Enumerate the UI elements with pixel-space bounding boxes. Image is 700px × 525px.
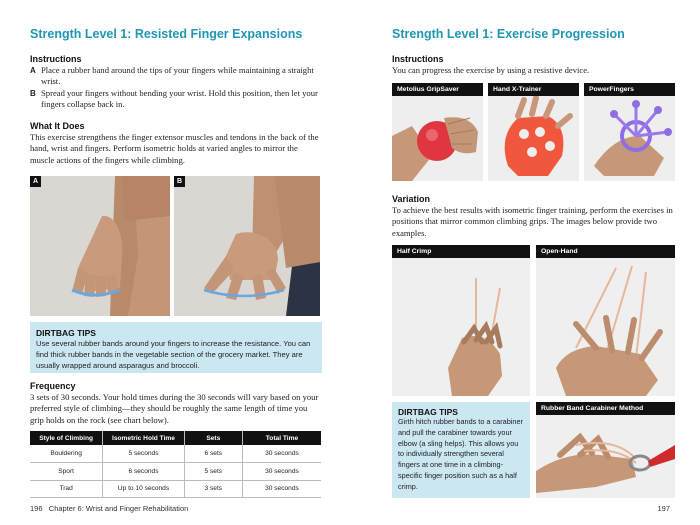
powerfingers-photo [584,96,675,181]
dirtbag-tips-heading: DIRTBAG TIPS [398,407,458,417]
powerfingers-image [584,96,675,181]
carabiner-image [536,415,675,498]
table-cell: Sport [30,463,103,481]
hand-x-trainer-photo [488,96,579,181]
dirtbag-tips-text: Girth hitch rubber bands to a carabiner and pull the carabiner towards your elbow (a sling helps). This allows you to individually strengthen several fingers at one time in a climbing-specific finger position such as a half crimp. [398,417,523,491]
table-header-row [30,431,321,445]
open-hand-photo [536,258,675,396]
right-page-title: Strength Level 1: Exercise Progression [392,27,625,41]
dirtbag-tips-box [30,322,322,373]
dirtbag-tips-box [392,402,530,498]
right-page-number: 197 [657,504,670,513]
dirtbag-tips-heading: DIRTBAG TIPS [36,328,96,338]
table-cell: Up to 10 seconds [103,480,184,498]
variation-heading: Variation [392,194,431,204]
grip-label-open-hand: Open-Hand [536,245,675,258]
left-page-title: Strength Level 1: Resisted Finger Expansions [30,27,303,41]
table-cell: Trad [30,480,103,498]
photo-a [30,176,170,316]
half-crimp-image [392,258,530,396]
chapter-title: Chapter 6: Wrist and Finger Rehabilitation [48,504,189,513]
hand-rubber-band-photo-b [174,176,320,316]
gripsaver-photo [392,96,483,181]
table-cell: Bouldering [30,445,103,463]
step-b: B Spread your fingers without bending your wrist. Hold this position, then let your fingers collapse back in. [30,87,318,110]
hand-rubber-band-photo-a [30,176,170,316]
table-cell: 6 seconds [103,463,184,481]
instructions-text: You can progress the exercise by using a resistive device. [392,65,590,75]
device-label-gripsaver: Metolius GripSaver [392,83,483,96]
table-cell: 30 seconds [242,480,321,498]
grip-ball-image [392,96,483,181]
step-a: A Place a rubber band around the tips of your fingers while maintaining a straight wrist. [30,65,314,87]
variation-text: To achieve the best results with isometric finger training, perform the exercises in positions that mirror common climbing grips. The images below provide two examples. [392,205,673,238]
table-header: Style of Climbing [30,431,103,445]
hold-time-table [30,431,321,498]
dirtbag-tips-text: Use several rubber bands around your fingers to increase the resistance. You can find thick rubber bands in the vegetable section of the grocery market. They are usually wrapped around asparagus and broccoli. [36,339,311,371]
grip-label-half-crimp: Half Crimp [392,245,530,258]
photo-b [174,176,320,316]
page-number: 196 [30,504,43,513]
right-page [350,0,700,525]
left-footer [30,504,188,513]
table-header: Total Time [242,431,321,445]
table-header: Sets [184,431,242,445]
table-header: Isometric Hold Time [103,431,184,445]
carabiner-method-label: Rubber Band Carabiner Method [536,402,675,415]
table-row [30,463,321,481]
frequency-text: 3 sets of 30 seconds. Your hold times during the 30 seconds will vary based on your preferred style of climbing—they should be roughly the same length of time you grip holds on the rock (see chart below). [30,392,319,425]
what-it-does-text: This exercise strengthens the finger extensor muscles and tendons in the back of the hand, wrist and fingers. Perform isometric holds at varied angles to mirror the muscle actions of the fingers while climbing. [30,132,319,165]
carabiner-photo [536,415,675,498]
table-cell: 30 seconds [242,463,321,481]
open-hand-image [536,258,675,396]
device-label-hand-x-trainer: Hand X-Trainer [488,83,579,96]
table-cell: 30 seconds [242,445,321,463]
what-it-does-heading: What It Does [30,121,85,131]
photo-a-label: A [30,176,41,187]
device-label-powerfingers: PowerFingers [584,83,675,96]
table-cell: 5 seconds [103,445,184,463]
table-row [30,445,321,463]
table-cell: 3 sets [184,480,242,498]
instructions-heading: Instructions [392,54,444,64]
table-cell: 5 sets [184,463,242,481]
photo-b-label: B [174,176,185,187]
frequency-heading: Frequency [30,381,76,391]
hand-trainer-image [488,96,579,181]
instructions-list [30,65,322,111]
half-crimp-photo [392,258,530,396]
table-cell: 6 sets [184,445,242,463]
table-row [30,480,321,498]
instructions-heading: Instructions [30,54,82,64]
